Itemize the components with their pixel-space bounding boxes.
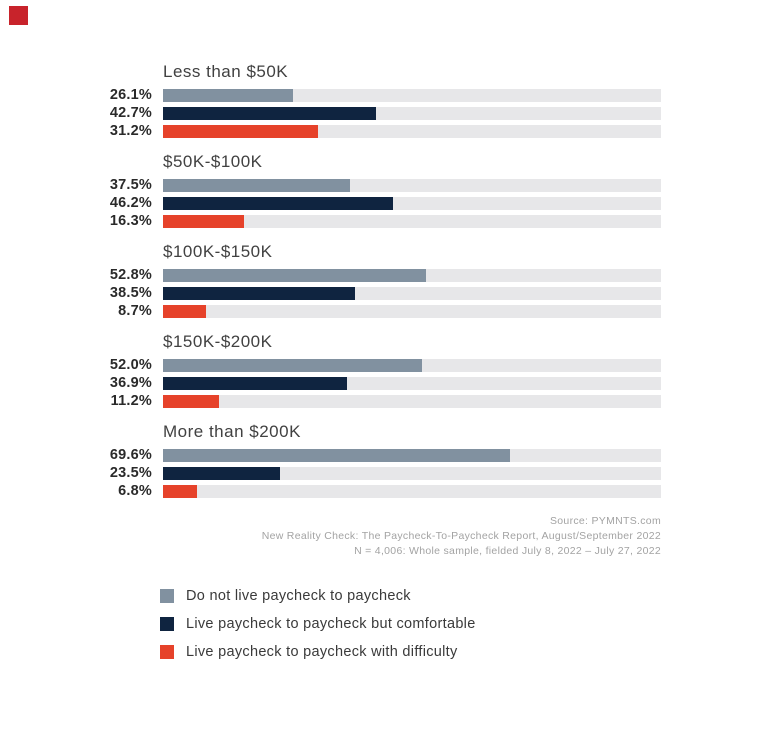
bar-row (105, 215, 661, 228)
legend-item-ptp-difficulty (160, 644, 476, 660)
value-label: 46.2% (109, 195, 152, 211)
income-group-50k-100k (105, 152, 661, 228)
value-label: 31.2% (109, 123, 152, 139)
bar-ptp-comfortable (163, 377, 347, 390)
bar-ptp-difficulty (163, 305, 206, 318)
legend-label: Do not live paycheck to paycheck (186, 588, 411, 604)
bar-track (163, 197, 661, 210)
legend-label: Live paycheck to paycheck with difficulty (186, 644, 458, 660)
bar-track (163, 485, 661, 498)
bar-row (105, 485, 661, 498)
bar-row (105, 125, 661, 138)
value-label: 16.3% (109, 213, 152, 229)
value-label: 52.8% (109, 267, 152, 283)
legend-item-ptp-comfortable (160, 616, 476, 632)
legend-item-do-not-live-ptp (160, 588, 476, 604)
bar-row (105, 179, 661, 192)
bar-track (163, 125, 661, 138)
source-line-2: New Reality Check: The Paycheck-To-Paycheck Report, August/September 2022 (261, 530, 661, 542)
value-label: 37.5% (109, 177, 152, 193)
bar-track (163, 179, 661, 192)
income-group-150k-200k (105, 332, 661, 408)
bar-track (163, 449, 661, 462)
bar-track (163, 107, 661, 120)
bar-row (105, 395, 661, 408)
bar-row (105, 449, 661, 462)
source-line-1: Source: PYMNTS.com (549, 515, 661, 527)
bar-ptp-difficulty (163, 485, 197, 498)
bar-track (163, 377, 661, 390)
bar-track (163, 359, 661, 372)
value-label: 8.7% (118, 303, 152, 319)
bar-do-not-live-ptp (163, 89, 293, 102)
bar-do-not-live-ptp (163, 449, 510, 462)
bar-row (105, 377, 661, 390)
value-label: 26.1% (109, 87, 152, 103)
legend-swatch-red (160, 645, 174, 659)
bar-row (105, 107, 661, 120)
bar-row (105, 359, 661, 372)
bar-track (163, 89, 661, 102)
bar-ptp-difficulty (163, 395, 219, 408)
bar-row (105, 269, 661, 282)
bar-row (105, 197, 661, 210)
grouped-bar-chart (105, 62, 661, 512)
bar-row (105, 305, 661, 318)
bar-do-not-live-ptp (163, 269, 426, 282)
bar-track (163, 305, 661, 318)
income-group-100k-150k (105, 242, 661, 318)
group-title: $50K-$100K (163, 152, 263, 171)
bar-do-not-live-ptp (163, 179, 350, 192)
bar-row (105, 89, 661, 102)
bar-track (163, 395, 661, 408)
bar-track (163, 215, 661, 228)
bar-ptp-comfortable (163, 467, 280, 480)
value-label: 69.6% (109, 447, 152, 463)
value-label: 11.2% (110, 393, 152, 409)
bar-ptp-difficulty (163, 125, 318, 138)
bar-track (163, 287, 661, 300)
bar-row (105, 287, 661, 300)
source-line-3: N = 4,006: Whole sample, fielded July 8, 2022 – July 27, 2022 (354, 545, 661, 557)
value-label: 23.5% (109, 465, 152, 481)
bar-track (163, 269, 661, 282)
legend (160, 588, 476, 672)
value-label: 52.0% (109, 357, 152, 373)
income-group-more-than-200k (105, 422, 661, 498)
bar-ptp-difficulty (163, 215, 244, 228)
value-label: 38.5% (109, 285, 152, 301)
legend-swatch-navy (160, 617, 174, 631)
bar-row (105, 467, 661, 480)
group-title: Less than $50K (163, 62, 289, 81)
bar-track (163, 467, 661, 480)
value-label: 36.9% (109, 375, 152, 391)
legend-label: Live paycheck to paycheck but comfortable (186, 616, 476, 632)
group-title: $150K-$200K (163, 332, 273, 351)
value-label: 42.7% (109, 105, 152, 121)
bar-ptp-comfortable (163, 287, 355, 300)
red-corner-square (9, 6, 28, 25)
value-label: 6.8% (118, 483, 152, 499)
income-group-less-than-50k (105, 62, 661, 138)
legend-swatch-gray (160, 589, 174, 603)
bar-do-not-live-ptp (163, 359, 422, 372)
bar-ptp-comfortable (163, 197, 393, 210)
group-title: $100K-$150K (163, 242, 273, 261)
bar-ptp-comfortable (163, 107, 376, 120)
group-title: More than $200K (163, 422, 301, 441)
source-attribution (262, 514, 661, 559)
